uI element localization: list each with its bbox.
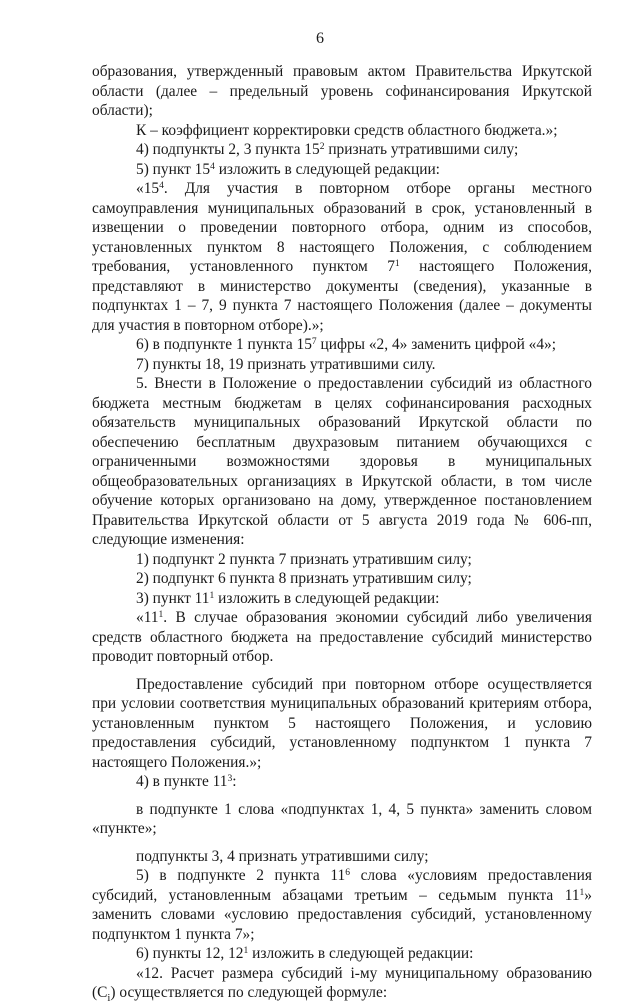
paragraph-text: : — [232, 773, 237, 790]
paragraph-text: слова «условиям предоставления субсидий, установленным абзацами третьим – седьмым пункта 11 — [92, 867, 592, 904]
paragraph-text: «11 — [136, 609, 159, 626]
paragraph-p6 — [92, 335, 592, 355]
paragraph-p3 — [92, 140, 592, 160]
paragraph-p16 — [92, 847, 592, 867]
paragraph-text: 1) подпункт 2 пункта 7 признать утратившим силу; — [136, 550, 472, 568]
paragraph-text: 3) пункт 11 — [136, 589, 210, 607]
paragraph-p15 — [92, 800, 592, 839]
paragraph-p2 — [92, 121, 592, 141]
superscript-index: 3 — [227, 772, 233, 784]
superscript-index: 1 — [579, 886, 585, 898]
paragraph-text: образования, утвержденный правовым актом Правительства Иркутской области (далее – предельный уровень софинансирования Иркутской области); — [92, 63, 592, 119]
paragraph-p13 — [92, 675, 592, 773]
paragraph-text: 5) в подпункте 2 пункта 11 — [136, 867, 346, 884]
paragraph-text: 6) пункты 12, 12 — [136, 945, 244, 962]
paragraph-p17 — [92, 866, 592, 944]
document-body — [92, 62, 592, 1003]
paragraph-text: «12. Расчет размера субсидий i-му муниципальному образованию (C — [92, 964, 592, 1001]
paragraph-p8 — [92, 374, 592, 550]
paragraph-p5 — [92, 179, 592, 335]
paragraph-text: изложить в следующей редакции: — [214, 589, 440, 607]
superscript-index: 1 — [243, 944, 249, 956]
page-number: 6 — [316, 30, 324, 47]
superscript-index: 4 — [210, 160, 215, 172]
paragraph-p14 — [92, 772, 592, 792]
superscript-index: 4 — [159, 179, 164, 191]
paragraph-p12 — [92, 608, 592, 667]
paragraph-text: 4) подпункты 2, 3 пункта 15 — [136, 141, 320, 158]
superscript-index: 1 — [158, 608, 164, 620]
paragraph-text: изложить в следующей редакции: — [214, 160, 440, 178]
paragraph-text: 7) пункты 18, 19 признать утратившими силу. — [136, 355, 436, 373]
paragraph-text: Предоставление субсидий при повторном отборе осуществляется при условии соответствия муниципальных образований критериям отбора, установленным пунктом 5 настоящего Положения, и условию предоставления субсидий, установленному подпунктом 1 пункта 7 настоящего Положения.»; — [92, 675, 592, 771]
superscript-index: 1 — [394, 257, 400, 269]
paragraph-text: цифры «2, 4» заменить цифрой «4»; — [316, 336, 557, 353]
paragraph-text: признать утратившими силу; — [324, 141, 519, 158]
paragraph-text: . В случае образования экономии субсидий либо увеличения средств областного бюджета на предоставление субсидий министерство проводит повторный отбор. — [92, 609, 592, 665]
paragraph-p1 — [92, 62, 592, 121]
paragraph-p18 — [92, 944, 592, 964]
paragraph-p9 — [92, 550, 592, 570]
paragraph-text: К – коэффициент корректировки средств областного бюджета.»; — [136, 121, 558, 139]
superscript-index: 7 — [311, 335, 317, 347]
paragraph-p7 — [92, 355, 592, 375]
subscript-index: i — [107, 992, 111, 1004]
paragraph-text: подпункты 3, 4 признать утратившими силу; — [136, 847, 429, 865]
paragraph-text: настоящего Положения, представляют в министерство документы (сведения), указанные в подпунктах 1 – 7, 9 пункта 7 настоящего Положения (далее – документы для участия в повторном отборе).»; — [92, 258, 592, 334]
paragraph-text: 6) в подпункте 1 пункта 15 — [136, 336, 312, 353]
paragraph-p4 — [92, 160, 592, 180]
paragraph-p10 — [92, 569, 592, 589]
paragraph-p19 — [92, 964, 592, 1003]
paragraph-text: 5. Внести в Положение о предоставлении субсидий из областного бюджета местным бюджетам в целях софинансирования расходных обязательств муниципальных образований Иркутской области по обеспечению бесплатным двухразовым питанием обучающихся с ограниченными возможностями здоровья в муниципальных общеобразовательных организациях в Иркутской области, в том числе обучение которых организовано на дому, утвержденное постановлением Правительства Иркутской области от 5 августа 2019 года № 606-пп, следующие изменения: — [92, 375, 592, 548]
paragraph-text: изложить в следующей редакции: — [248, 945, 474, 962]
paragraph-text: 5) пункт 15 — [136, 160, 211, 178]
paragraph-text: в подпункте 1 слова «подпунктах 1, 4, 5 пункта» заменить словом «пункте»; — [92, 800, 592, 837]
paragraph-text: 2) подпункт 6 пункта 8 признать утратившим силу; — [136, 570, 472, 587]
paragraph-text: ) осуществляется по следующей формуле: — [110, 984, 388, 1001]
paragraph-text: 4) в пункте 11 — [136, 773, 228, 790]
superscript-index: 1 — [209, 589, 215, 601]
paragraph-p11 — [92, 589, 592, 609]
superscript-index: 2 — [319, 140, 325, 152]
paragraph-text: . Для участия в повторном отборе органы местного самоуправления муниципальных образований в срок, установленный в извещении о проведении повторного отбора, одним из способов, установленных пунктом 8 настоящего Положения, с соблюдением требования, установленного пунктом 7 — [92, 180, 592, 275]
superscript-index: 6 — [345, 866, 350, 878]
paragraph-text: » заменить словами «условию предоставления субсидий, установленному подпунктом 1 пункта 7»; — [92, 886, 592, 943]
paragraph-text: «15 — [136, 180, 160, 197]
